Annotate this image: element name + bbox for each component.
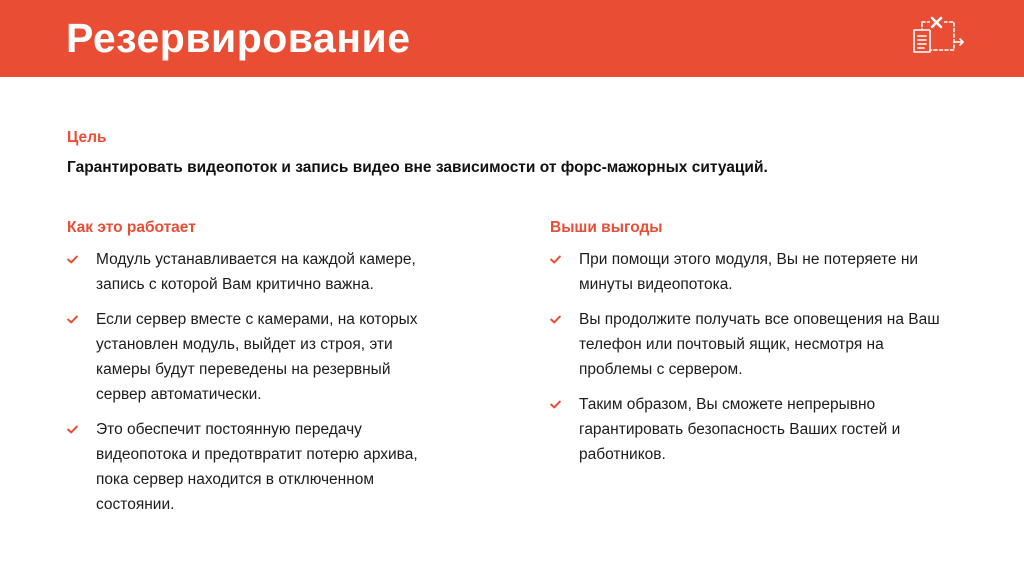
benefits-title: Выши выгоды	[550, 219, 663, 236]
list-item	[67, 307, 437, 407]
list-item-text: Если сервер вместе с камерами, на которых установлен модуль, выйдет из строя, эти камеры будут переведены на резервный сервер автоматически.	[96, 311, 418, 403]
list-item	[67, 417, 437, 517]
list-item	[67, 247, 437, 297]
list-item	[550, 247, 960, 297]
page-title: Резервирование	[66, 15, 411, 61]
list-item-text: Это обеспечит постоянную передачу видеопотока и предотвратит потерю архива, пока сервер находится в отключенном состоянии.	[96, 421, 418, 513]
checkmark-icon	[550, 400, 561, 409]
list-item-text: Таким образом, Вы сможете непрерывно гарантировать безопасность Ваших гостей и работников.	[579, 396, 901, 463]
list-item	[550, 392, 960, 467]
header-bar	[0, 0, 1024, 77]
checkmark-icon	[67, 315, 78, 324]
checkmark-icon	[550, 315, 561, 324]
backup-server-icon	[908, 14, 970, 64]
checkmark-icon	[67, 255, 78, 264]
how-it-works-list	[67, 247, 437, 527]
list-item	[550, 307, 960, 382]
goal-text: Гарантировать видеопоток и запись видео вне зависимости от форс-мажорных ситуаций.	[67, 159, 768, 176]
how-it-works-title: Как это работает	[67, 219, 196, 236]
list-item-text: При помощи этого модуля, Вы не потеряете ни минуты видеопотока.	[579, 251, 919, 293]
checkmark-icon	[67, 425, 78, 434]
benefits-list	[550, 247, 960, 477]
list-item-text: Вы продолжите получать все оповещения на Ваш телефон или почтовый ящик, несмотря на проблемы с сервером.	[579, 311, 940, 378]
list-item-text: Модуль устанавливается на каждой камере, запись с которой Вам критично важна.	[96, 251, 416, 293]
checkmark-icon	[550, 255, 561, 264]
goal-label: Цель	[67, 129, 107, 146]
